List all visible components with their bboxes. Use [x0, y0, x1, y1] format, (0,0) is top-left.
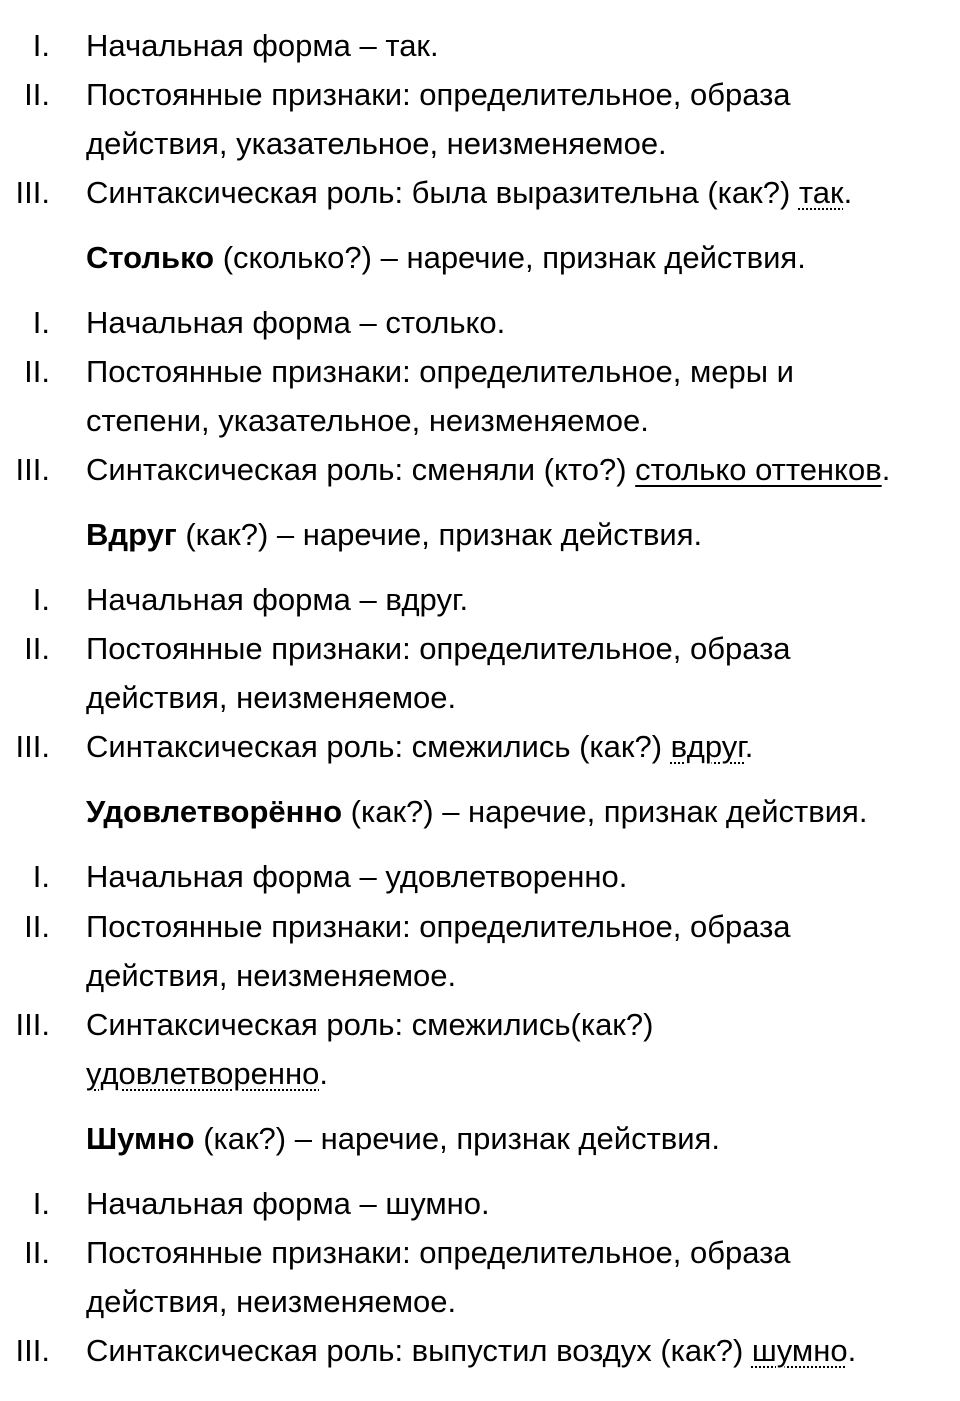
heading-word: Удовлетворённо [86, 794, 343, 829]
list-number: II. [24, 77, 50, 112]
list-text: Синтаксическая роль: смежились (как?) вдруг. [86, 729, 754, 764]
list-number: II. [24, 909, 50, 944]
list-number: II. [24, 1235, 50, 1270]
heading-word: Вдруг [86, 517, 177, 552]
underlined-word: столько оттенков [635, 452, 882, 487]
list-number: I. [32, 1186, 50, 1221]
list-text: Начальная форма – столько. [86, 305, 506, 340]
underlined-word: шумно [751, 1333, 848, 1368]
list-text: Начальная форма – так. [86, 28, 439, 63]
list-text: Синтаксическая роль: смежились(как?) [86, 1007, 654, 1042]
underlined-word: вдруг [670, 729, 745, 764]
list-number: III. [15, 1007, 50, 1042]
underlined-word: удовлетворенно [86, 1056, 320, 1091]
list-number: III. [15, 1333, 50, 1368]
list-text: действия, неизменяемое. [86, 680, 457, 715]
list-number: III. [15, 175, 50, 210]
section-heading: Шумно (как?) – наречие, признак действия. [86, 1121, 720, 1156]
list-text: Синтаксическая роль: выпустил воздух (как?) шумно. [86, 1333, 857, 1368]
list-number: I. [32, 28, 50, 63]
list-text: Постоянные признаки: определительное, образа [86, 77, 791, 112]
list-text: Постоянные признаки: определительное, образа [86, 909, 791, 944]
list-text: Постоянные признаки: определительное, образа [86, 1235, 791, 1270]
list-number: III. [15, 729, 50, 764]
list-text: действия, неизменяемое. [86, 1284, 457, 1319]
list-number: I. [32, 305, 50, 340]
underlined-word: так [798, 175, 844, 210]
list-number: II. [24, 631, 50, 666]
list-text: Синтаксическая роль: сменяли (кто?) столько оттенков. [86, 452, 891, 487]
heading-word: Столько [86, 240, 215, 275]
list-text: Постоянные признаки: определительное, меры и [86, 354, 794, 389]
list-number: III. [15, 452, 50, 487]
list-text: действия, указательное, неизменяемое. [86, 126, 667, 161]
section-heading: Удовлетворённо (как?) – наречие, признак действия. [86, 794, 868, 829]
list-text: удовлетворенно. [86, 1056, 329, 1091]
list-text: Начальная форма – вдруг. [86, 582, 469, 617]
list-number: I. [32, 859, 50, 894]
list-text: Начальная форма – шумно. [86, 1186, 490, 1221]
section-heading: Столько (сколько?) – наречие, признак действия. [86, 240, 806, 275]
list-text: степени, указательное, неизменяемое. [86, 403, 649, 438]
section-heading: Вдруг (как?) – наречие, признак действия. [86, 517, 703, 552]
list-text: действия, неизменяемое. [86, 958, 457, 993]
heading-word: Шумно [86, 1121, 195, 1156]
list-text: Начальная форма – удовлетворенно. [86, 859, 628, 894]
list-number: II. [24, 354, 50, 389]
list-text: Постоянные признаки: определительное, образа [86, 631, 791, 666]
list-number: I. [32, 582, 50, 617]
list-text: Синтаксическая роль: была выразительна (как?) так. [86, 175, 853, 210]
